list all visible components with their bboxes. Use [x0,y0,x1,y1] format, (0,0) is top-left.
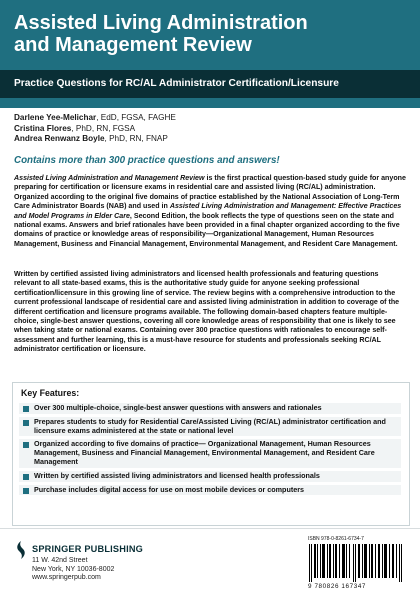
barcode-number: 9 780826 167347 [308,583,367,590]
key-features-list [19,403,401,498]
book-title [14,12,414,56]
book-subtitle: Practice Questions for RC/AL Administrator Certification/Licensure [14,78,339,89]
list-item: Prepares students to study for Residential Care/Assisted Living (RC/AL) administrator certification and licensure exams administered at the state or national level [19,417,401,437]
key-features-box [12,382,410,526]
bullet-icon [23,488,29,494]
springer-logo-icon [14,540,28,560]
key-features-title: Key Features: [21,388,80,398]
list-item: Organized according to five domains of practice— Organizational Management, Human Resources Management, Business and Financial Management, Environmental Management, and Resident Care Management [19,439,401,467]
list-item: Over 300 multiple-choice, single-best answer questions with answers and rationales [19,403,401,414]
bullet-icon [23,474,29,480]
footer-divider [0,528,420,529]
author: Darlene Yee-Melichar, EdD, FGSA, FAGHE [14,113,176,122]
title-line-2: and Management Review [14,34,252,56]
bullet-icon [23,406,29,412]
barcode-block [302,534,410,594]
publisher-name: SPRINGER PUBLISHING [32,544,143,554]
tagline: Contains more than 300 practice questions and answers! [14,155,280,166]
author-list [14,113,176,145]
description-paragraph-2: Written by certified assisted living administrators and licensed health professionals and featuring questions relevant to all state-based exams, this is the authoritative study guide for anyone seeking professional certification/licensure in this growing line of service. The review begins with a comprehensive introduction to the current professional landscape of residential care and assisted living administration in addition to coverage of the different certification and licensure programs available. The following domain-based chapters feature multiple-choice, single-best answer questions, covering all core knowledge areas of responsibility that one is likely to see when taking state or national exams. Containing over 300 practice questions with rationales to encourage self-assessment and further learning, this is a must-have resource for students and professionals seeking RC/AL administrator certification or licensure. [14,270,400,354]
bullet-icon [23,442,29,448]
list-item: Written by certified assisted living administrators and licensed health professionals [19,471,401,482]
title-line-1: Assisted Living Administration [14,12,308,34]
bullet-icon [23,420,29,426]
barcode-icon [308,544,404,582]
list-item: Purchase includes digital access for use on most mobile devices or computers [19,485,401,496]
publisher-address: 11 W. 42nd Street New York, NY 10036-8002 www.springerpub.com [32,557,115,582]
author: Cristina Flores, PhD, RN, FGSA [14,123,136,133]
author: Andrea Renwanz Boyle, PhD, RN, FNAP [14,134,168,143]
isbn-label: ISBN 978-0-8261-6734-7 [308,536,364,542]
description-paragraph: Assisted Living Administration and Management Review is the first practical question-based study guide for anyone preparing for certification or licensure exams in residential care and assisted living (RC/AL) administration. Organized according to the original five domains of practice established by the National Association of Long-Term Care Administrator Boards (NAB) and used in Assisted Living Administration and Management: Effective Practices and Model Programs in Elder Care, Second Edition, the book reflects the type of questions seen on the state and national exams. Answers and brief rationales have been provided in a final chapter organized according to the five domains of practice or knowledge areas of responsibility—Organizational Management, Human Resources Management, Business and Financial Management, Environmental Management, and Resident Care Management. [14,174,406,248]
